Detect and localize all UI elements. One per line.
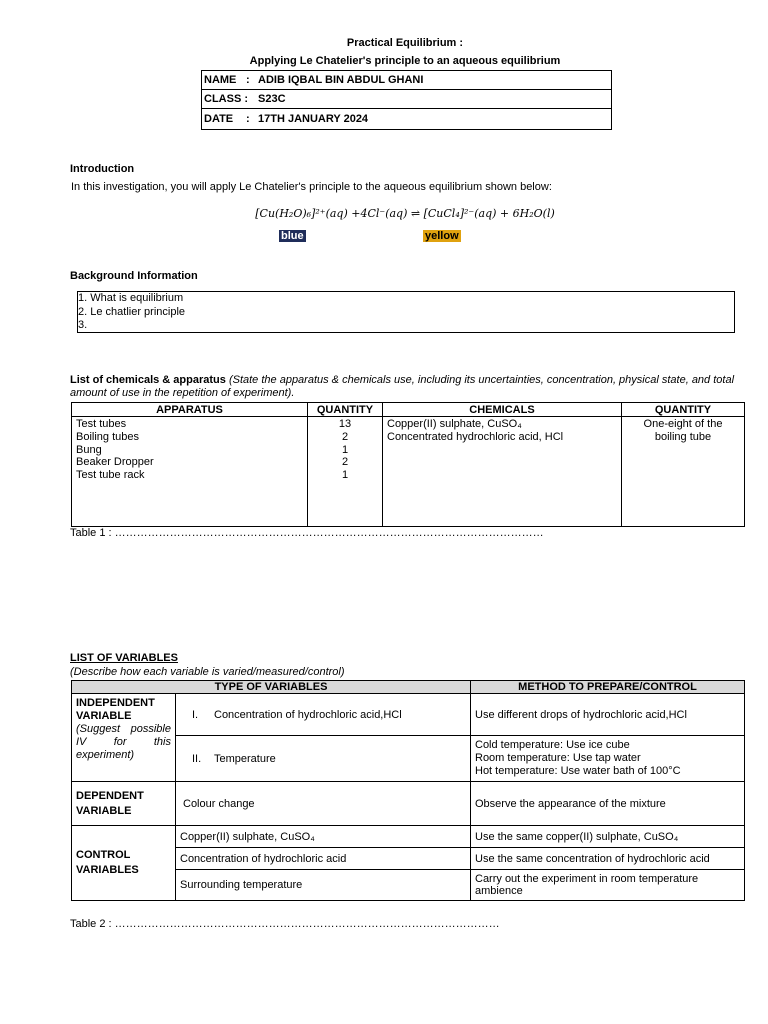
background-item: 3. — [78, 319, 88, 331]
table2-caption: Table 2 : …………………………………………………………………………………………… — [70, 918, 500, 930]
info-sep: : — [244, 71, 256, 90]
iv2-method-line: Hot temperature: Use water bath of 100°C — [475, 765, 681, 777]
background-item: 1. What is equilibrium — [78, 292, 184, 304]
info-value: S23C — [256, 90, 612, 109]
iv1-method: Use different drops of hydrochloric acid,HCl — [471, 694, 745, 736]
intro-text: In this investigation, you will apply Le Chatelier's principle to the aqueous equilibrium shown below: — [71, 181, 552, 193]
background-item: 2. Le chatlier principle — [78, 305, 186, 318]
dv-method: Observe the appearance of the mixture — [471, 782, 745, 826]
cv-name: Copper(II) sulphate, CuSO₄ — [176, 826, 471, 848]
background-box — [77, 291, 735, 333]
cv-method: Carry out the experiment in room temperature ambience — [471, 870, 745, 901]
iv2-name: Temperature — [214, 752, 276, 765]
independent-cell — [72, 694, 176, 782]
intro-heading: Introduction — [70, 163, 135, 175]
variables-note: (Describe how each variable is varied/measured/control) — [70, 666, 345, 678]
iv2-method-line: Cold temperature: Use ice cube — [475, 739, 630, 751]
apparatus-item: Test tubes — [76, 418, 127, 430]
quantity-header: QUANTITY — [622, 403, 745, 417]
equilibrium-equation: [Cu(H₂O)₆]²⁺(aq) +4Cl⁻(aq) ⇌ [CuCl₄]²⁻(aq) + 6H₂O(l) — [255, 207, 555, 220]
iv1-cell — [176, 694, 471, 736]
chemical-item: Copper(II) sulphate, CuSO₄ — [387, 418, 522, 430]
iv1-name: Concentration of hydrochloric acid,HCl — [214, 708, 402, 721]
chemicals-heading: List of chemicals & apparatus — [70, 374, 226, 386]
background-heading: Background Information — [70, 270, 198, 282]
quantity-header: QUANTITY — [308, 403, 383, 417]
cv-name: Surrounding temperature — [176, 870, 471, 901]
iv2-cell — [176, 736, 471, 782]
page-title: Practical Equilibrium : — [346, 37, 464, 49]
iv1-num: I. — [192, 708, 199, 721]
cv-method: Use the same concentration of hydrochloric acid — [471, 848, 745, 870]
dependent-label: DEPENDENT VARIABLE — [72, 782, 176, 826]
info-row-name — [202, 71, 612, 90]
variables-table — [71, 680, 745, 901]
info-row-date — [202, 109, 612, 130]
cv-method: Use the same copper(II) sulphate, CuSO₄ — [471, 826, 745, 848]
yellow-tag: yellow — [425, 230, 459, 242]
quantity-item: 2 — [341, 456, 349, 469]
info-value: ADIB IQBAL BIN ABDUL GHANI — [256, 71, 612, 90]
apparatus-quantity-list — [308, 417, 383, 527]
apparatus-list — [72, 417, 308, 527]
apparatus-table — [71, 402, 745, 527]
info-row-class — [202, 90, 612, 109]
independent-label: INDEPENDENT VARIABLE — [76, 697, 155, 722]
student-info-table — [201, 70, 612, 130]
apparatus-item: Test tube rack — [76, 469, 145, 482]
quantity-item: 1 — [341, 469, 349, 482]
chemicals-note: (State the apparatus & chemicals use, including its uncertainties, concentration, physical state, and total amount of use in the repetition of experiment). — [70, 374, 735, 399]
chemicals-header: CHEMICALS — [383, 403, 622, 417]
info-value: 17TH JANUARY 2024 — [258, 113, 369, 125]
iv2-num: II. — [192, 752, 202, 765]
info-label: DATE — [204, 113, 234, 125]
info-label: CLASS : — [202, 90, 257, 109]
variables-heading: LIST OF VARIABLES — [70, 652, 178, 664]
info-sep: : — [246, 113, 250, 125]
apparatus-header: APPARATUS — [72, 403, 308, 417]
colour-label-blue — [279, 230, 306, 242]
quantity-item: 13 — [338, 418, 352, 430]
chemicals-quantity: One-eight of the boiling tube — [622, 417, 745, 527]
apparatus-item: Boiling tubes — [76, 430, 139, 443]
independent-note: (Suggest possible IV for this experiment) — [76, 723, 171, 761]
apparatus-item: Bung — [76, 443, 102, 456]
info-label: NAME — [202, 71, 245, 90]
blue-tag: blue — [281, 230, 304, 242]
iv2-method — [471, 736, 745, 782]
dv-name: Colour change — [176, 782, 471, 826]
chemicals-list — [383, 417, 622, 527]
iv2-method-line: Room temperature: Use tap water — [475, 752, 641, 764]
chemical-item: Concentrated hydrochloric acid, HCl — [387, 430, 564, 443]
control-label: CONTROL VARIABLES — [72, 826, 176, 901]
apparatus-item: Beaker Dropper — [76, 456, 154, 469]
quantity-item: 2 — [341, 430, 349, 443]
page-subtitle: Applying Le Chatelier's principle to an aqueous equilibrium — [249, 55, 561, 67]
colour-label-yellow — [423, 230, 461, 242]
type-header: TYPE OF VARIABLES — [72, 681, 471, 694]
chemicals-heading-block — [70, 374, 740, 400]
method-header: METHOD TO PREPARE/CONTROL — [471, 681, 745, 694]
table1-caption: Table 1 : ……………………………………………………………………………………………………… — [70, 527, 544, 539]
quantity-item: 1 — [341, 443, 349, 456]
cv-name: Concentration of hydrochloric acid — [176, 848, 471, 870]
